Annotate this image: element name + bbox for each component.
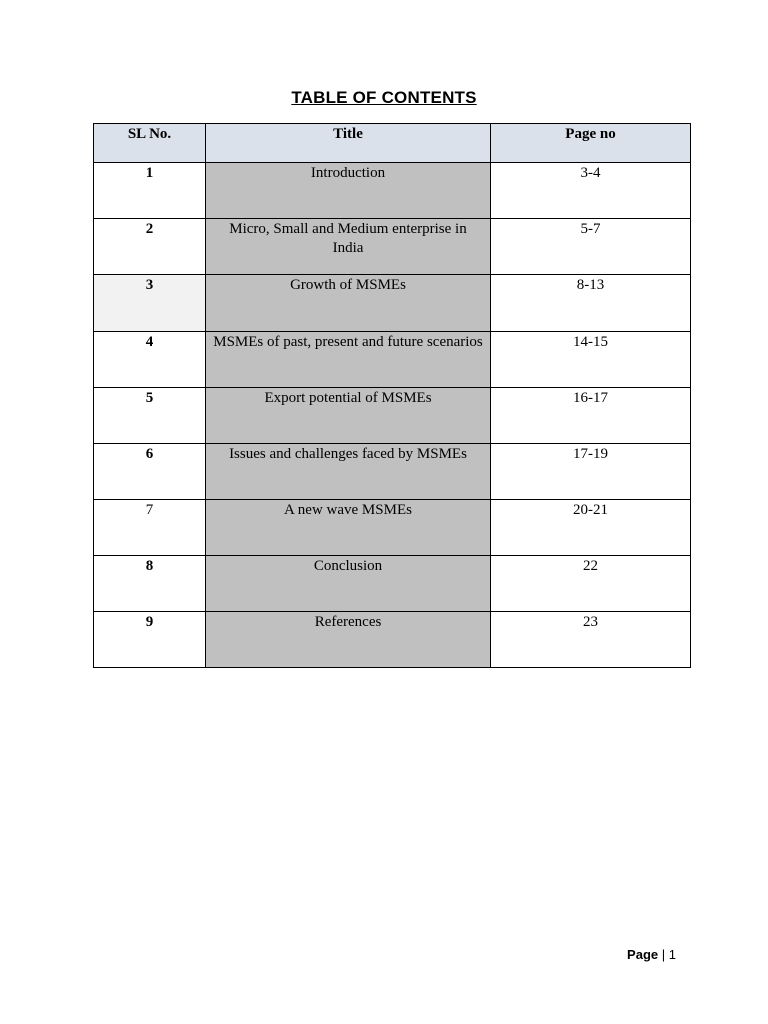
row-page-no: 23 [491,612,691,668]
row-title: A new wave MSMEs [206,500,491,556]
header-page-no: Page no [491,124,691,163]
table-header-row [94,124,691,163]
row-sl-no: 3 [94,275,206,332]
row-sl-no: 5 [94,388,206,444]
row-sl-no: 2 [94,219,206,275]
row-title: Growth of MSMEs [206,275,491,332]
header-sl-no: SL No. [94,124,206,163]
table-row [94,500,691,556]
row-page-no: 3-4 [491,163,691,219]
table-row [94,163,691,219]
footer-page-number: 1 [668,947,676,962]
row-page-no: 16-17 [491,388,691,444]
row-sl-no: 6 [94,444,206,500]
row-title: Introduction [206,163,491,219]
row-sl-no: 8 [94,556,206,612]
row-page-no: 17-19 [491,444,691,500]
row-sl-no: 4 [94,332,206,388]
row-title: Issues and challenges faced by MSMEs [206,444,491,500]
row-page-no: 22 [491,556,691,612]
row-sl-no: 1 [94,163,206,219]
footer-page-label: Page [627,947,659,962]
row-title: Export potential of MSMEs [206,388,491,444]
row-title: Micro, Small and Medium enterprise in India [206,219,491,275]
row-sl-no: 7 [94,500,206,556]
row-title: Conclusion [206,556,491,612]
table-row [94,332,691,388]
table-of-contents [93,123,691,668]
row-page-no: 5-7 [491,219,691,275]
row-page-no: 20-21 [491,500,691,556]
table-row [94,612,691,668]
row-page-no: 8-13 [491,275,691,332]
row-page-no: 14-15 [491,332,691,388]
table-row [94,275,691,332]
row-title: MSMEs of past, present and future scenarios [206,332,491,388]
table-row [94,219,691,275]
page-footer [627,947,676,962]
table-row [94,556,691,612]
table-row [94,444,691,500]
header-title: Title [206,124,491,163]
footer-separator: | [661,947,666,962]
document-title: TABLE OF CONTENTS [291,88,477,107]
table-row [94,388,691,444]
row-title: References [206,612,491,668]
row-sl-no: 9 [94,612,206,668]
